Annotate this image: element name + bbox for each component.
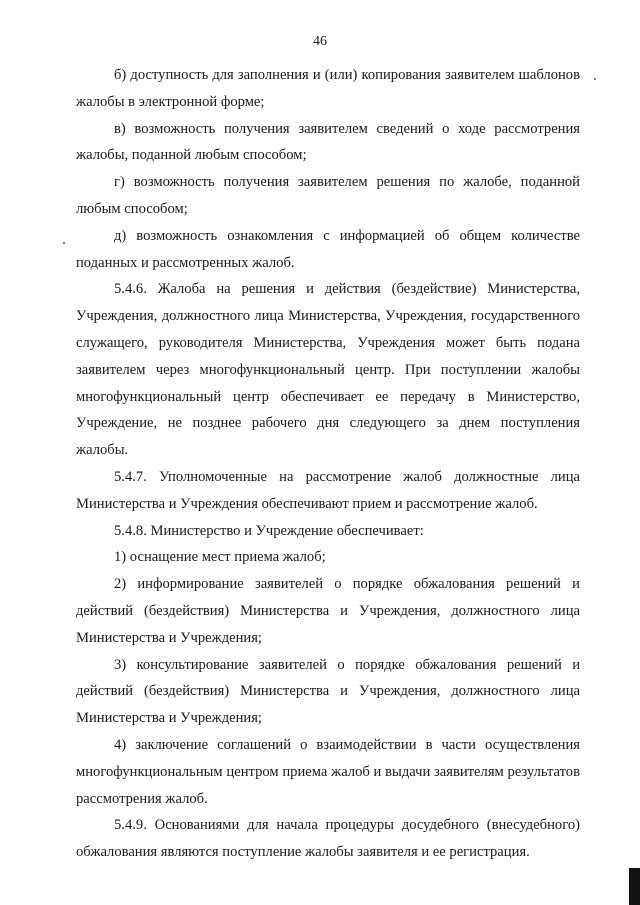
clause-5-4-8: 5.4.8. Министерство и Учреждение обеспечивает: (114, 522, 424, 539)
scan-speck (594, 78, 596, 80)
list-item-3: 3) консультирование заявителей о порядке обжалования решений и действий (бездействия) Министерства и Учреждения, должностного лица Министерства и Учреждения; (76, 656, 580, 727)
list-item-g: г) возможность получения заявителем решения по жалобе, поданной любым способом; (76, 174, 580, 217)
scan-speck (63, 242, 65, 244)
list-item-v: в) возможность получения заявителем сведений о ходе рассмотрения жалобы, поданной любым способом; (76, 120, 580, 164)
list-item-1: 1) оснащение мест приема жалоб; (114, 549, 326, 566)
clause-5-4-6: 5.4.6. Жалоба на решения и действия (бездействие) Министерства, Учреждения, должностного лица Министерства, Учреждения, государственного служащего, руководителя Министерства, Учреждения может быть подана заявителем через многофункциональный центр. При поступлении жалобы многофункциональный центр обеспечивает ее передачу в Министерство, Учреждение, не позднее рабочего дня следующего за днем поступления жалобы. (76, 281, 580, 459)
list-item-d: д) возможность ознакомления с информацией об общем количестве поданных и рассмотренных жалоб. (76, 227, 580, 271)
document-body (76, 62, 580, 866)
list-item-4: 4) заключение соглашений о взаимодействии в части осуществления многофункциональным центром приема жалоб и выдачи заявителям результатов рассмотрения жалоб. (76, 736, 580, 807)
clause-5-4-9: 5.4.9. Основаниями для начала процедуры досудебного (внесудебного) обжалования являются поступление жалобы заявителя и ее регистрация. (76, 817, 580, 861)
clause-5-4-7: 5.4.7. Уполномоченные на рассмотрение жалоб должностные лица Министерства и Учреждения обеспечивают прием и рассмотрение жалоб. (76, 468, 580, 512)
page-number: 46 (313, 34, 327, 49)
scan-edge-mark (629, 868, 640, 905)
list-item-b: б) доступность для заполнения и (или) копирования заявителем шаблонов жалобы в электронной форме; (76, 67, 580, 110)
list-item-2: 2) информирование заявителей о порядке обжалования решений и действий (бездействия) Министерства и Учреждения, должностного лица Министерства и Учреждения; (76, 576, 580, 646)
